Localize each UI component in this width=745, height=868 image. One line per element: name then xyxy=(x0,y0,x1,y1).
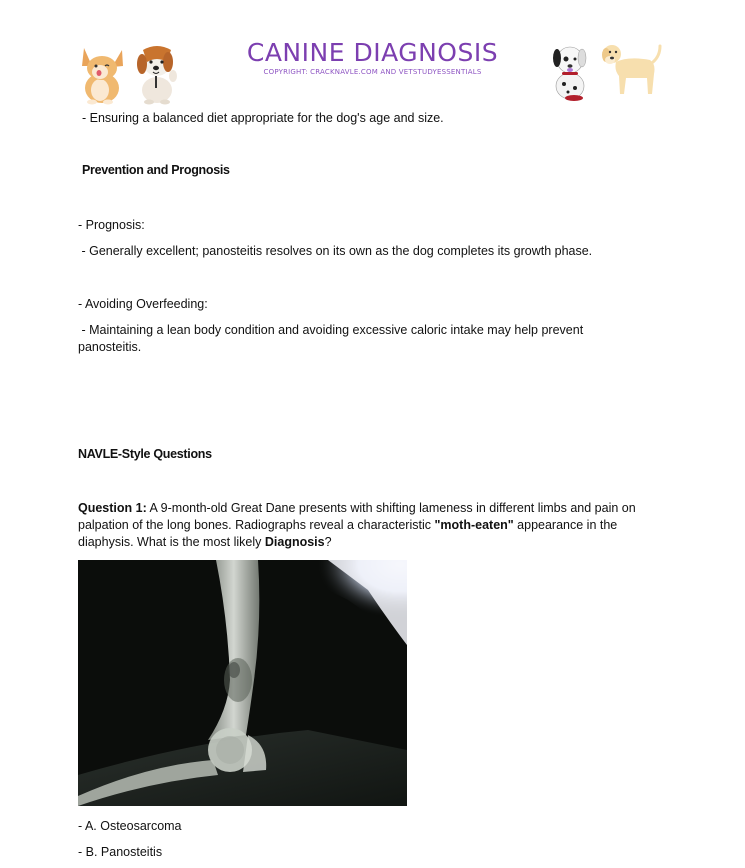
prognosis-text: - Generally excellent; panosteitis resolves on its own as the dog completes its growth phase. xyxy=(78,244,593,258)
diet-bullet: - Ensuring a balanced diet appropriate for the dog's age and size. xyxy=(82,111,444,125)
question-1-text-a: A 9-month-old Great Dane presents with shifting lameness in different limbs and pain on palpation of the long bones. Radiographs reveal a characteristic xyxy=(78,501,636,532)
document-title: CANINE DIAGNOSIS xyxy=(246,38,499,67)
questions-heading: NAVLE-Style Questions xyxy=(78,447,212,461)
radiograph-image xyxy=(78,560,407,806)
question-1-stem xyxy=(78,500,660,551)
answer-option-b[interactable]: - B. Panosteitis xyxy=(78,845,163,859)
overfeeding-text: - Maintaining a lean body condition and avoiding excessive caloric intake may help prevent panosteitis. xyxy=(78,323,587,354)
question-1-text-b: appearance in the diaphysis. What is the most likely xyxy=(78,518,618,549)
question-1-emphasis-moth-eaten: "moth-eaten" xyxy=(434,518,514,532)
prevention-heading: Prevention and Prognosis xyxy=(82,163,230,177)
copyright-notice: COPYRIGHT: CRACKNAVLE.COM AND VETSTUDYESSENTIALS xyxy=(263,68,482,76)
overfeeding-label: - Avoiding Overfeeding: xyxy=(78,297,208,311)
answer-option-a[interactable]: - A. Osteosarcoma xyxy=(78,819,182,833)
question-1-emphasis-diagnosis: Diagnosis xyxy=(264,535,325,549)
question-1-text-c: ? xyxy=(324,535,332,549)
question-1-label: Question 1: xyxy=(78,501,147,515)
prognosis-label: - Prognosis: xyxy=(78,218,145,232)
